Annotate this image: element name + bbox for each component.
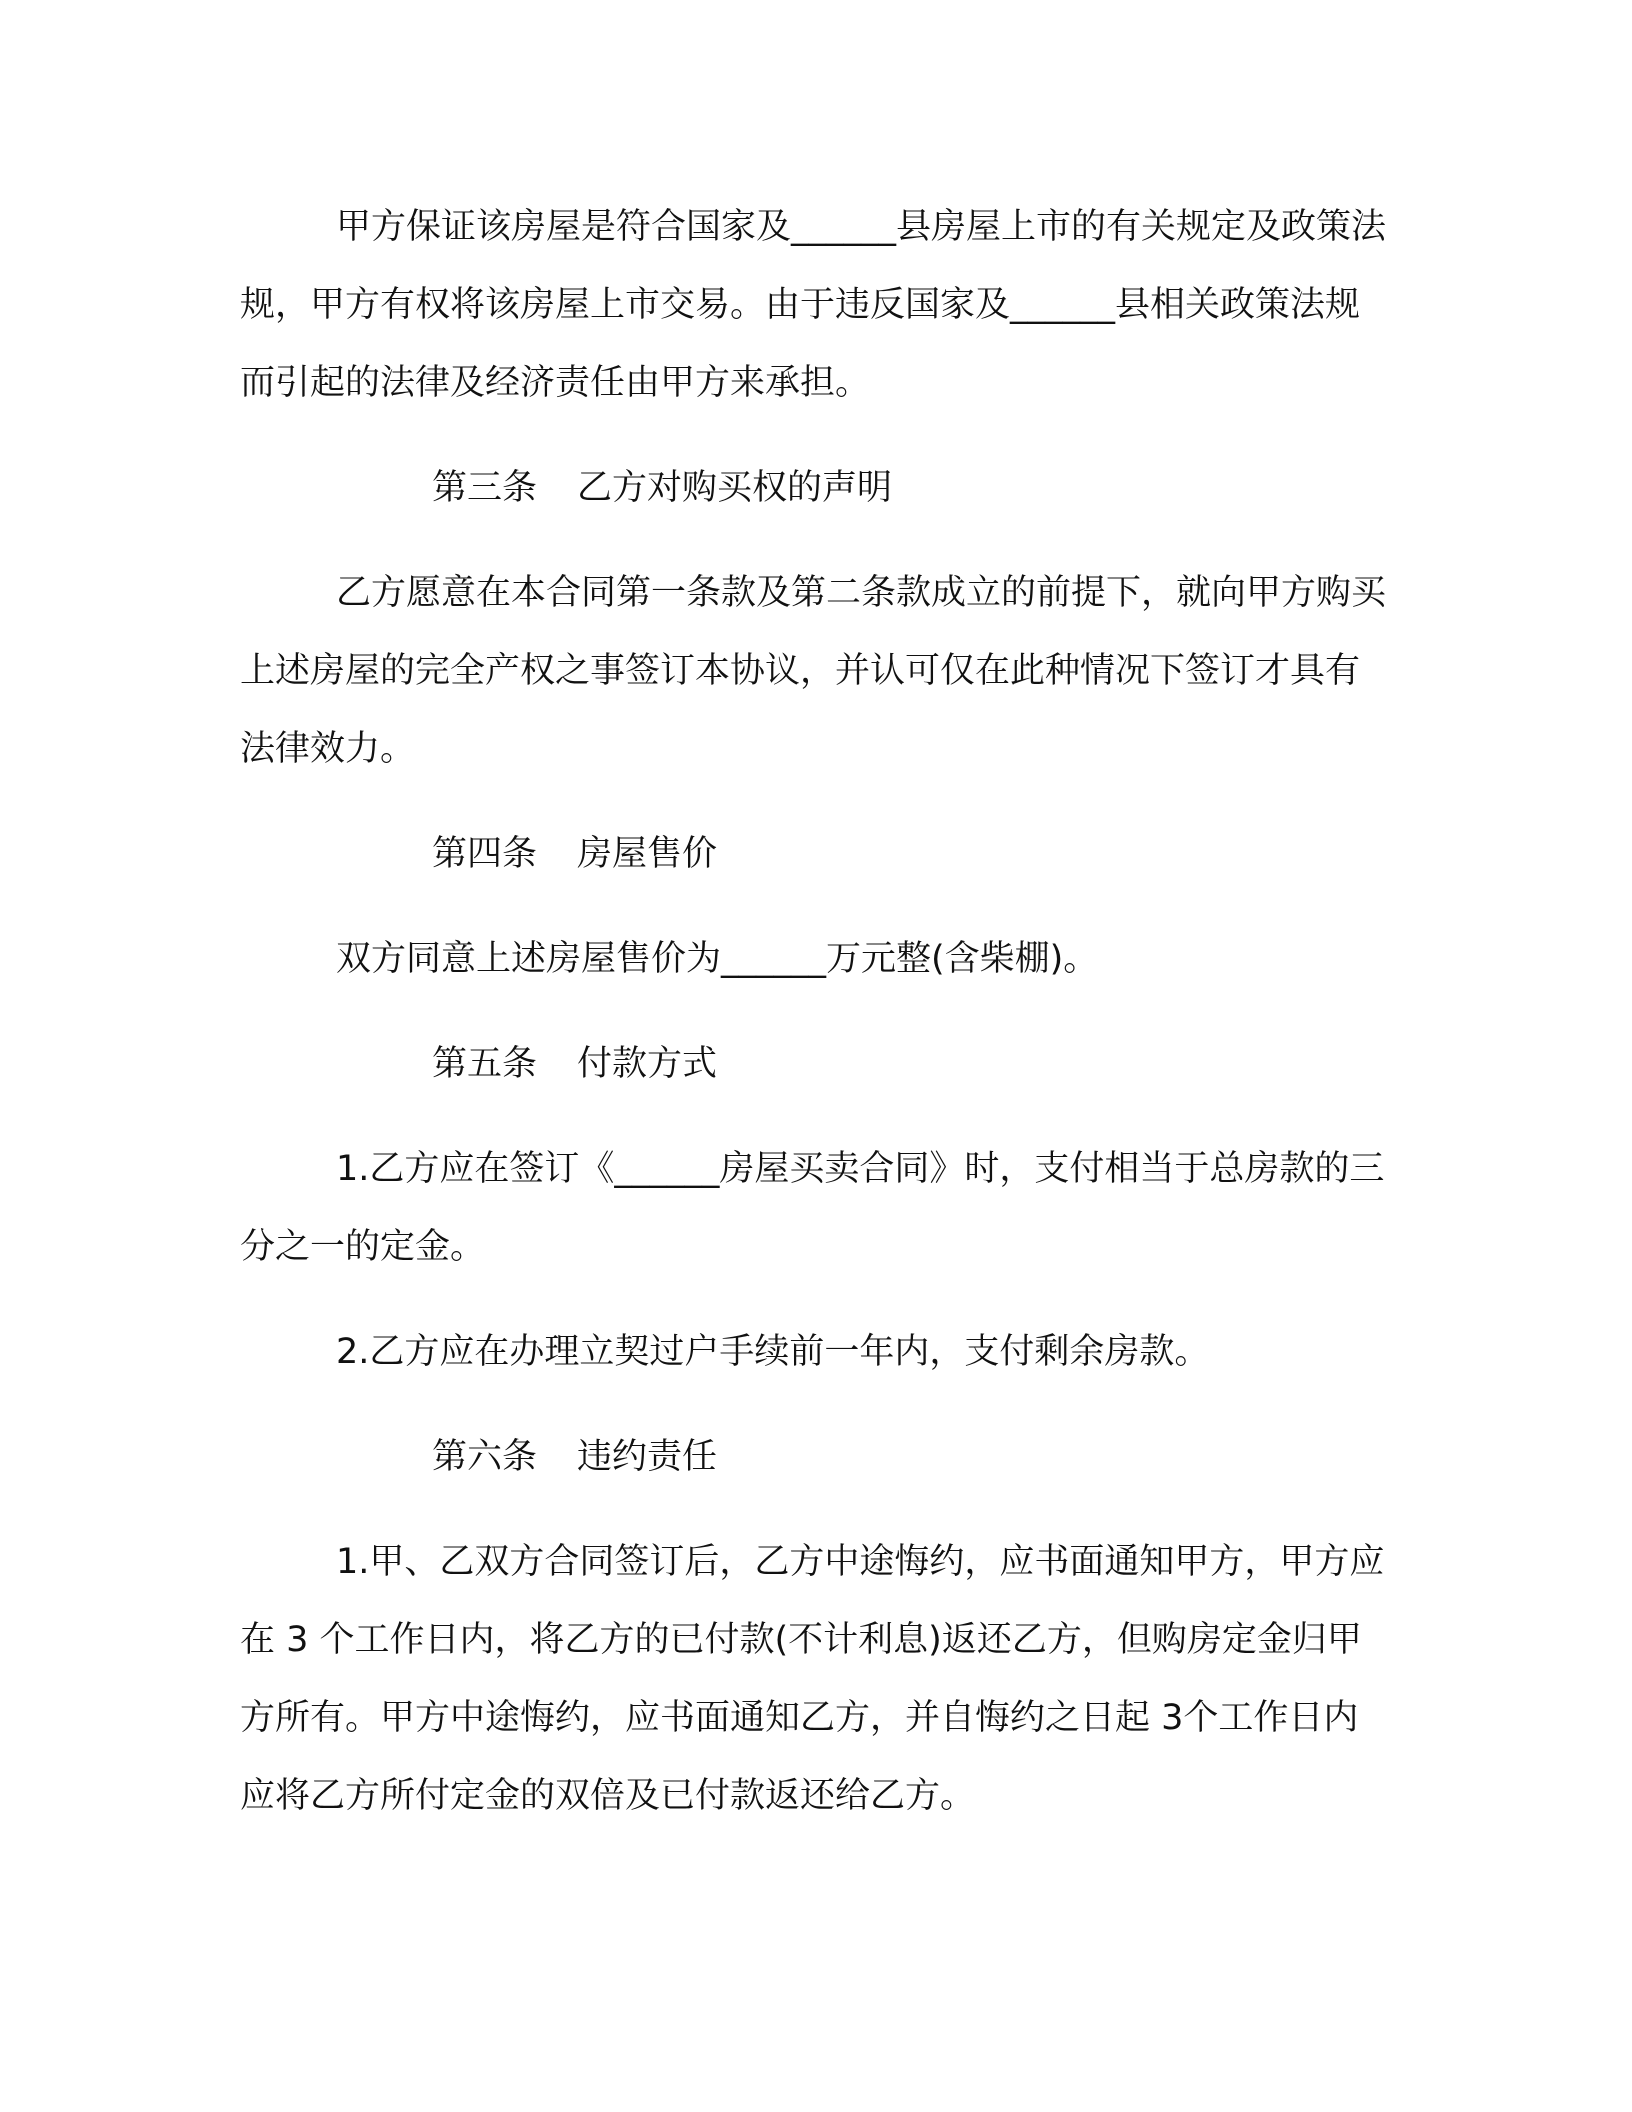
article-number: 第五条 bbox=[432, 1044, 538, 1084]
article-title: 乙方对购买权的声明 bbox=[577, 468, 893, 508]
paragraph-payment-1: 1.乙方应在签订《______房屋买卖合同》时，支付相当于总房款的三分之一的定金。 bbox=[240, 1149, 1385, 1267]
article-title: 违约责任 bbox=[577, 1437, 718, 1477]
article-number: 第六条 bbox=[432, 1437, 538, 1477]
article-6-heading bbox=[240, 1418, 1390, 1496]
paragraph-buyer-statement: 乙方愿意在本合同第一条款及第二条款成立的前提下，就向甲方购买上述房屋的完全产权之事签订本协议，并认可仅在此种情况下签订才具有法律效力。 bbox=[240, 573, 1387, 769]
article-title: 付款方式 bbox=[577, 1044, 718, 1084]
paragraph-payment-2: 2.乙方应在办理立契过户手续前一年内，支付剩余房款。 bbox=[336, 1332, 1210, 1372]
contract-body bbox=[240, 188, 1390, 1835]
paragraph-sale-price: 双方同意上述房屋售价为______万元整(含柴棚)。 bbox=[336, 939, 1099, 979]
article-title: 房屋售价 bbox=[577, 834, 718, 874]
article-number: 第三条 bbox=[432, 468, 538, 508]
paragraph-breach-1: 1.甲、乙双方合同签订后，乙方中途悔约，应书面通知甲方，甲方应在 3 个工作日内，将乙方的已付款(不计利息)返还乙方，但购房定金归甲方所有。甲方中途悔约，应书面通知乙方，并自悔约之日起 3个工作日内应将乙方所付定金的双倍及已付款返还给乙方。 bbox=[240, 1542, 1385, 1816]
article-5-heading bbox=[240, 1025, 1390, 1103]
article-3-heading bbox=[240, 449, 1390, 527]
paragraph-seller-guarantee: 甲方保证该房屋是符合国家及______县房屋上市的有关规定及政策法规，甲方有权将该房屋上市交易。由于违反国家及______县相关政策法规而引起的法律及经济责任由甲方来承担。 bbox=[240, 207, 1387, 403]
article-4-heading bbox=[240, 815, 1390, 893]
article-number: 第四条 bbox=[432, 834, 538, 874]
